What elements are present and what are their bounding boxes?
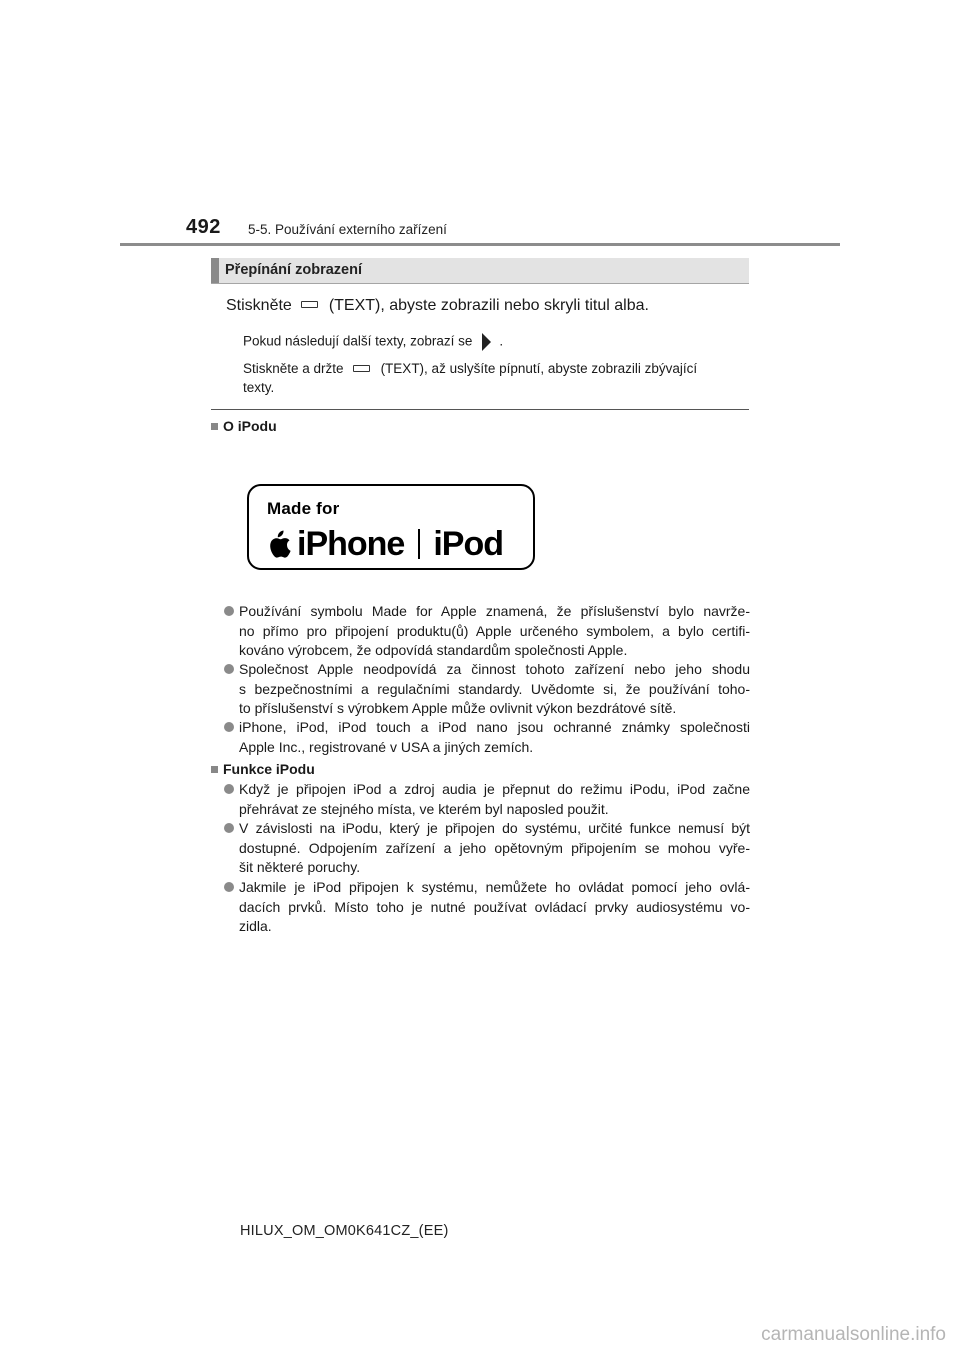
bullet-line: no přímo pro připojení produktu(ů) Apple určeného symbolem, a bylo certifi- [239, 622, 750, 639]
logo-iphone: iPhone [297, 525, 405, 563]
round-bullet-icon [224, 784, 234, 794]
note-hold-button [243, 361, 697, 376]
bullet-line: iPhone, iPod, iPod touch a iPod nano jsou ochranné známky společnosti [239, 719, 750, 735]
bullet-line: s bezpečnostními a regulačními standardy. Uvědomte si, že používání toho- [239, 680, 750, 697]
bullet-made-for-apple [224, 602, 750, 662]
page-number: 492 [186, 216, 221, 238]
bullet-resume-playback [224, 780, 750, 820]
bullet-line: dacích prvků. Místo toho je nutné používat ovládací prvky audiosystému vo- [239, 898, 750, 915]
heading-about-ipod [211, 418, 277, 434]
note1-after: . [499, 333, 504, 349]
note1-before: Pokud následují další texty, zobrazí se [243, 333, 473, 349]
round-bullet-icon [224, 664, 234, 674]
logo-made-for: Made for [267, 499, 340, 518]
square-bullet-icon [211, 766, 218, 773]
bullet-line: Apple Inc., registrované v USA a jiných zemích. [239, 738, 534, 755]
bullet-trademarks [224, 718, 750, 758]
instruction-main-before: Stiskněte [226, 297, 292, 314]
bullet-line: Když je připojen iPod a zdroj audia je přepnut do režimu iPodu, iPod začne [239, 781, 750, 797]
text-button-icon [353, 365, 370, 372]
note2-after: (TEXT), až uslyšíte pípnutí, abyste zobrazili zbývající [380, 361, 698, 376]
bullet-line: kováno výrobcem, že odpovídá standardům společnosti Apple. [239, 642, 628, 658]
bullet-line: V závislosti na iPodu, který je připojen do systému, určité funkce nemusí být [239, 820, 750, 836]
apple-logo [267, 530, 291, 558]
round-bullet-icon [224, 882, 234, 892]
note-hold-button-cont: texty. [243, 380, 275, 395]
heading-about-ipod-text: O iPodu [223, 418, 277, 434]
bullet-line: dostupné. Odpojením zařízení a jeho opětovným připojením se mohou vyře- [239, 839, 750, 856]
bullet-line: to příslušenství s výrobkem Apple může ovlivnit výkon bezdrátové sítě. [239, 700, 677, 716]
text-button-icon [301, 301, 318, 308]
note2-before: Stiskněte a držte [243, 361, 344, 376]
made-for-iphone-ipod-logo [247, 484, 535, 570]
bullet-line: Používání symbolu Made for Apple znamená, že příslušenství bylo navrže- [239, 603, 750, 619]
band-title: Přepínání zobrazení [225, 262, 362, 278]
bullet-apple-liability [224, 660, 750, 720]
bullet-line: Společnost Apple neodpovídá za činnost tohoto zařízení nebo jeho shodu [239, 661, 750, 677]
square-bullet-icon [211, 423, 218, 430]
logo-row [267, 524, 503, 564]
logo-separator [418, 529, 420, 559]
bullet-vehicle-controls [224, 878, 750, 938]
section-divider [211, 409, 749, 410]
footer-doc-code: HILUX_OM_OM0K641CZ_(EE) [240, 1223, 449, 1239]
header-rule [120, 243, 840, 246]
round-bullet-icon [224, 823, 234, 833]
bullet-feature-availability [224, 819, 750, 879]
heading-ipod-functions-text: Funkce iPodu [223, 761, 315, 777]
bullet-line: Jakmile je iPod připojen k systému, nemůžete ho ovládat pomocí jeho ovlá- [239, 879, 750, 895]
round-bullet-icon [224, 606, 234, 616]
bullet-line: šit některé poruchy. [239, 859, 361, 875]
bullet-line: přehrávat ze stejného místa, ve kterém byl naposled použit. [239, 800, 609, 817]
logo-ipod: iPod [433, 525, 504, 563]
note-more-text [243, 333, 503, 351]
instruction-main-after: (TEXT), abyste zobrazili nebo skryli titul alba. [328, 297, 649, 314]
round-bullet-icon [224, 722, 234, 732]
section-title: 5-5. Používání externího zařízení [248, 222, 447, 237]
watermark: carmanualsonline.info [761, 1324, 946, 1345]
section-band [211, 258, 749, 284]
instruction-main [226, 297, 649, 315]
heading-ipod-functions [211, 761, 315, 777]
bullet-line: zidla. [239, 918, 272, 934]
band-accent [211, 258, 219, 283]
more-text-arrow-icon [482, 333, 491, 351]
